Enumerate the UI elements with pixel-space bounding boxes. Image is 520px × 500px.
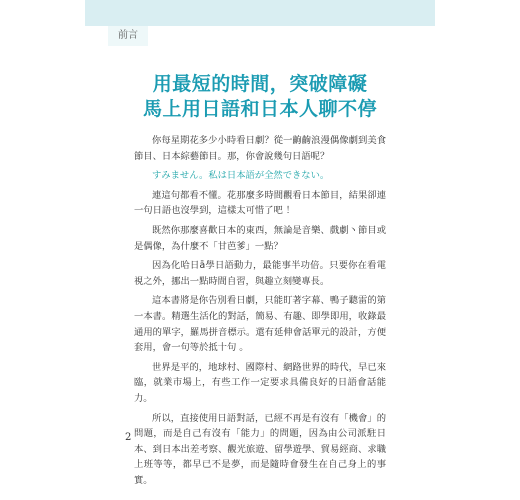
page-title [85,72,435,122]
japanese-sentence: すみません。私は日本語が全然できない。 [152,170,330,182]
paragraph: 你每星期花多少小時看日劇？從一齣齣浪漫偶像劇到美食節目、日本綜藝節目。那，你會說幾句日語呢？ [134,135,386,162]
paragraph: 連這句都看不懂。花那麼多時間觀看日本節目，結果卻連一句日語也沒學到，這樣太可惜了吧 ！ [134,189,386,217]
section-label: 前言 [108,26,148,46]
title-line-2: 馬上用日語和日本人聊不停 [142,98,377,120]
paragraph: 因為化哈日ā學日語動力，最能事半功倍。只要你在看電視之外，挪出一點時間自習，與趣立刻變專長。 [134,260,386,287]
paragraph: 世界是平的，地球村、國際村、網路世界的時代，早已來臨，就業市場上，有些工作一定要求具備良好的日語會話能力。 [134,361,386,404]
book-page [85,0,435,500]
paragraph: 所以，直接使用日語對話，已經不再是有沒有「機會」的問題，而是自己有沒有「能力」的問題，因為由公司派駐日本、到日本出差考察、觀光旅遊、留學遊學、貿易經商、求職上班等等，都早已不是夢，而是隨時會發生在自己身上的事實。 [134,412,386,486]
paragraph: 這本書將是你告別看日劇，只能盯著字幕、鴨子聽雷的第一本書。精選生活化的對話，簡易、有趣、即學即用，收錄最通用的單字，羅馬拼音標示。還有延伸會話單元的設計，方便套用，會一句等於抵十句 。 [134,295,386,354]
body-text [134,133,386,492]
header-band [85,0,435,26]
page-number: 2 [125,432,132,443]
title-line-1: 用最短的時間，突破障礙 [152,73,368,95]
paragraph: 既然你那麼喜歡日本的東西，無論是音樂、戲劇丶節目或是偶像，為什麼不「甘芭爹」一點？ [134,224,386,252]
